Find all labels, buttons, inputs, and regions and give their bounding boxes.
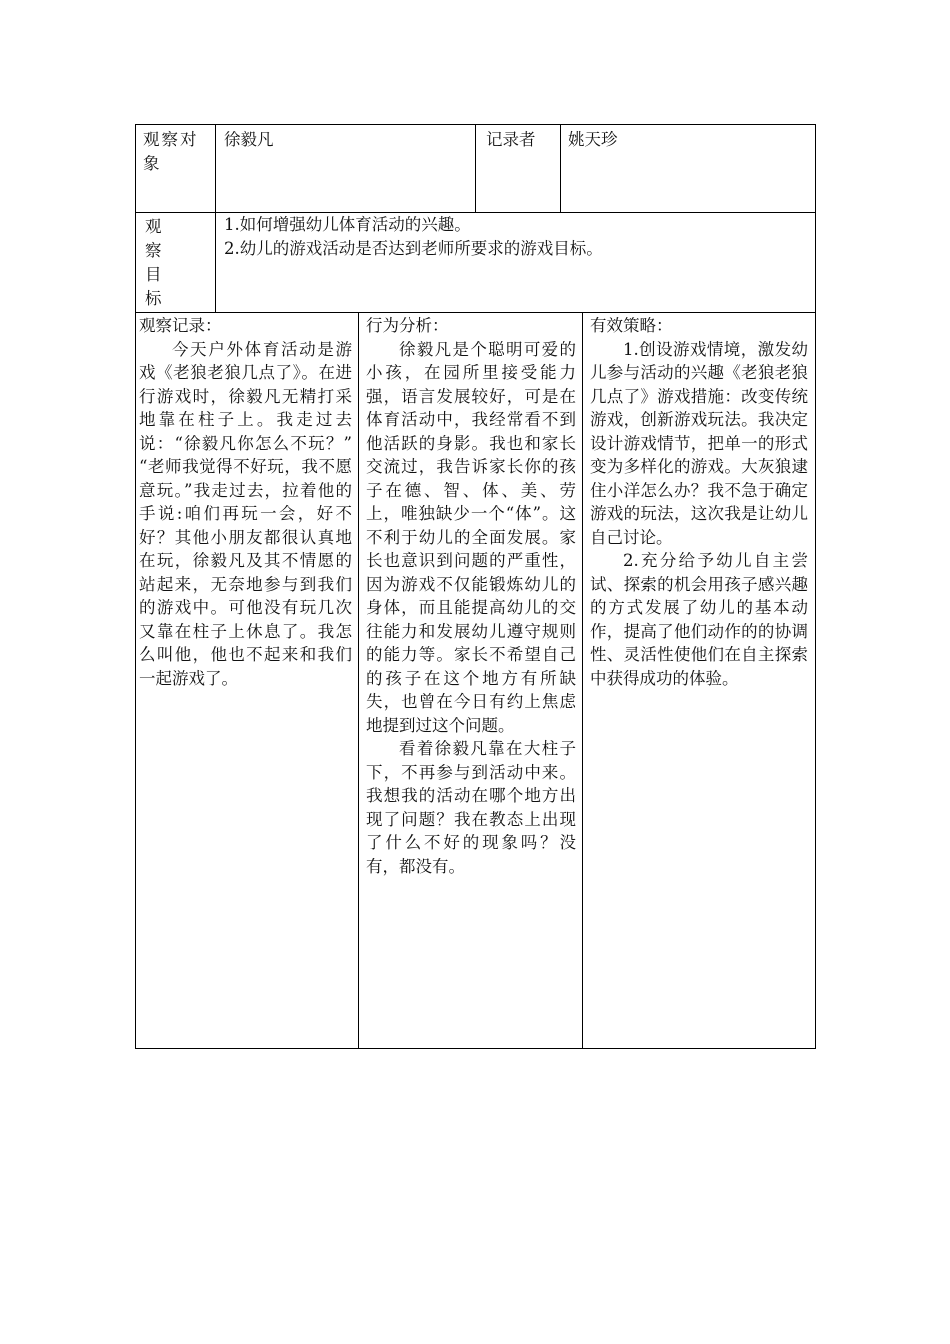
table-divider-subject	[475, 124, 476, 213]
analysis-heading: 行为分析：	[366, 316, 449, 335]
goal-items	[224, 213, 809, 261]
table-border-left	[135, 124, 136, 1049]
goal-label-char: 观	[145, 217, 162, 236]
strategy-heading: 有效策略：	[590, 316, 673, 335]
analysis-paragraph: 徐毅凡是个聪明可爱的小孩，在园所里接受能力强，语言发展较好，可是在体育活动中，我经常看不到他活跃的身影。我也和家长交流过，我告诉家长你的孩子在德、智、体、美、劳上，唯独缺少一个“体”。这不利于幼儿的全面发展。家长也意识到问题的严重性，因为游戏不仅能锻炼幼儿的身体，而且能提高幼儿的交往能力和发展幼儿遵守规则的能力等。家长不希望自己的孩子在这个地方有所缺失，也曾在今日有约上焦虑地提到过这个问题。	[366, 339, 576, 735]
goal-label-char: 目	[145, 265, 162, 284]
strategy-column	[590, 314, 808, 690]
goal-item: 1.如何增强幼儿体育活动的兴趣。	[224, 215, 471, 234]
goal-label-char: 察	[145, 241, 162, 260]
goal-label-char: 标	[145, 289, 162, 308]
table-border-bottom	[135, 1048, 816, 1049]
subject-label: 观察对象	[143, 130, 199, 173]
table-divider-col2	[582, 312, 583, 1049]
strategy-paragraph: 1.创设游戏情境，激发幼儿参与活动的兴趣《老狼老狼几点了》游戏措施：改变传统游戏，创新游戏玩法。我决定设计游戏情节，把单一的形式变为多样化的游戏。大灰狼逮住小洋怎么办？我不急于确定游戏的玩法，这次我是让幼儿自己讨论。	[590, 339, 808, 547]
table-border-right	[815, 124, 816, 1049]
record-heading: 观察记录：	[139, 316, 222, 335]
analysis-paragraph: 看着徐毅凡靠在大柱子下，不再参与到活动中来。我想我的活动在哪个地方出现了问题？我在教态上出现了什么不好的现象吗？没有，都没有。	[366, 739, 576, 876]
table-divider-col1	[358, 312, 359, 1049]
table-divider-recorder	[560, 124, 561, 213]
recorder-label: 记录者	[486, 130, 536, 149]
table-border-row2	[135, 312, 816, 313]
record-paragraph: 今天户外体育活动是游戏《老狼老狼几点了》。在进行游戏时，徐毅凡无精打采地靠在柱子上。我走过去说：“徐毅凡你怎么不玩？” “老师我觉得不好玩，我不愿意玩。”我走过去，拉着他的手说:咱们再玩一会，好不好？其他小朋友都很认真地在玩，徐毅凡及其不情愿的站起来，无奈地参与到我们的游戏中。可他没有玩几次又靠在柱子上休息了。我怎么叫他，他也不起来和我们一起游戏了。	[139, 339, 352, 688]
goal-label	[145, 215, 175, 311]
record-column	[139, 314, 352, 690]
strategy-paragraph: 2.充分给予幼儿自主尝试、探索的机会用孩子感兴趣的方式发展了幼儿的基本动作，提高了他们动作的的协调性、灵活性使他们在自主探索中获得成功的体验。	[590, 551, 808, 688]
goal-item: 2.幼儿的游戏活动是否达到老师所要求的游戏目标。	[224, 239, 603, 258]
subject-value: 徐毅凡	[224, 130, 274, 149]
analysis-column	[366, 314, 576, 878]
recorder-value: 姚天珍	[568, 130, 618, 149]
table-divider-label	[215, 124, 216, 313]
